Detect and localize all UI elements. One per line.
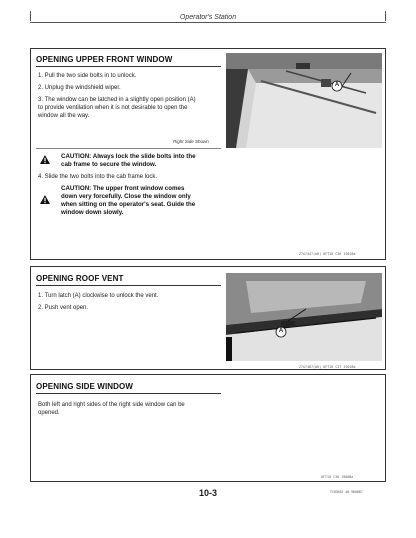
header-divider: [30, 22, 386, 23]
section-title: OPENING SIDE WINDOW: [36, 382, 134, 391]
caption-rule: [36, 148, 221, 149]
roof-vent-illustration: [226, 273, 382, 361]
step-3-line-3: window all the way.: [38, 113, 90, 119]
warning-triangle-icon: [40, 155, 50, 164]
caution-2-line-3: when sitting on the operator's seat. Guide the: [61, 201, 196, 208]
front-window-photo: [226, 53, 382, 148]
footer-code: TC03652 40 960087: [330, 490, 363, 494]
callout-a: A: [334, 82, 340, 88]
title-rule: [36, 66, 221, 67]
paragraph-line-1: Both left and right sides of the right side window can be: [38, 402, 185, 408]
section-upper-front-window: [30, 48, 386, 260]
step-4: 4. Slide the two bolts into the cab frame lock.: [38, 174, 158, 180]
figure-code: Z7A7447(AH) OFT10 C36 1901Ba: [299, 252, 356, 256]
step-3-line-2: to provide ventilation when it is not desirable to open the: [38, 105, 188, 111]
section-roof-vent: [30, 266, 386, 370]
front-window-illustration: [226, 53, 382, 148]
paragraph-line-2: opened.: [38, 410, 60, 416]
caution-2-line-4: window down slowly.: [61, 209, 124, 216]
title-rule: [36, 285, 221, 286]
page-header-title: Operator's Station: [179, 14, 237, 21]
section-side-window: [30, 374, 386, 482]
caution-2-line-2: down very forcefully. Close the window only: [61, 193, 191, 200]
caution-1-line-2: cab frame to secure the window.: [61, 161, 157, 168]
caution-2-line-1: CAUTION: The upper front window comes: [61, 185, 185, 192]
step-1: 1. Turn latch (A) clockwise to unlock the vent.: [38, 293, 159, 299]
figure-code: Z7A7487(AH) OFT10 C37 1901Ba: [299, 365, 356, 369]
step-1: 1. Pull the two side bolts in to unlock.: [38, 73, 137, 79]
page-number: 10-3: [198, 488, 217, 498]
figure-code: OFT10 C38 1906Ba: [321, 475, 354, 479]
step-2: 2. Unplug the windshield wiper.: [38, 85, 121, 91]
roof-vent-photo: [226, 273, 382, 361]
section-title: OPENING UPPER FRONT WINDOW: [36, 55, 173, 64]
step-2: 2. Push vent open.: [38, 305, 89, 311]
callout-a: A: [278, 328, 284, 334]
section-title: OPENING ROOF VENT: [36, 274, 124, 283]
caution-1-line-1: CAUTION: Always lock the slide bolts into the: [61, 153, 196, 160]
title-rule: [36, 393, 221, 394]
figure-caption: Right Side Shown: [173, 139, 209, 144]
warning-triangle-icon: [40, 195, 50, 204]
step-3-line-1: 3. The window can be latched in a slightly open position (A): [38, 97, 196, 103]
